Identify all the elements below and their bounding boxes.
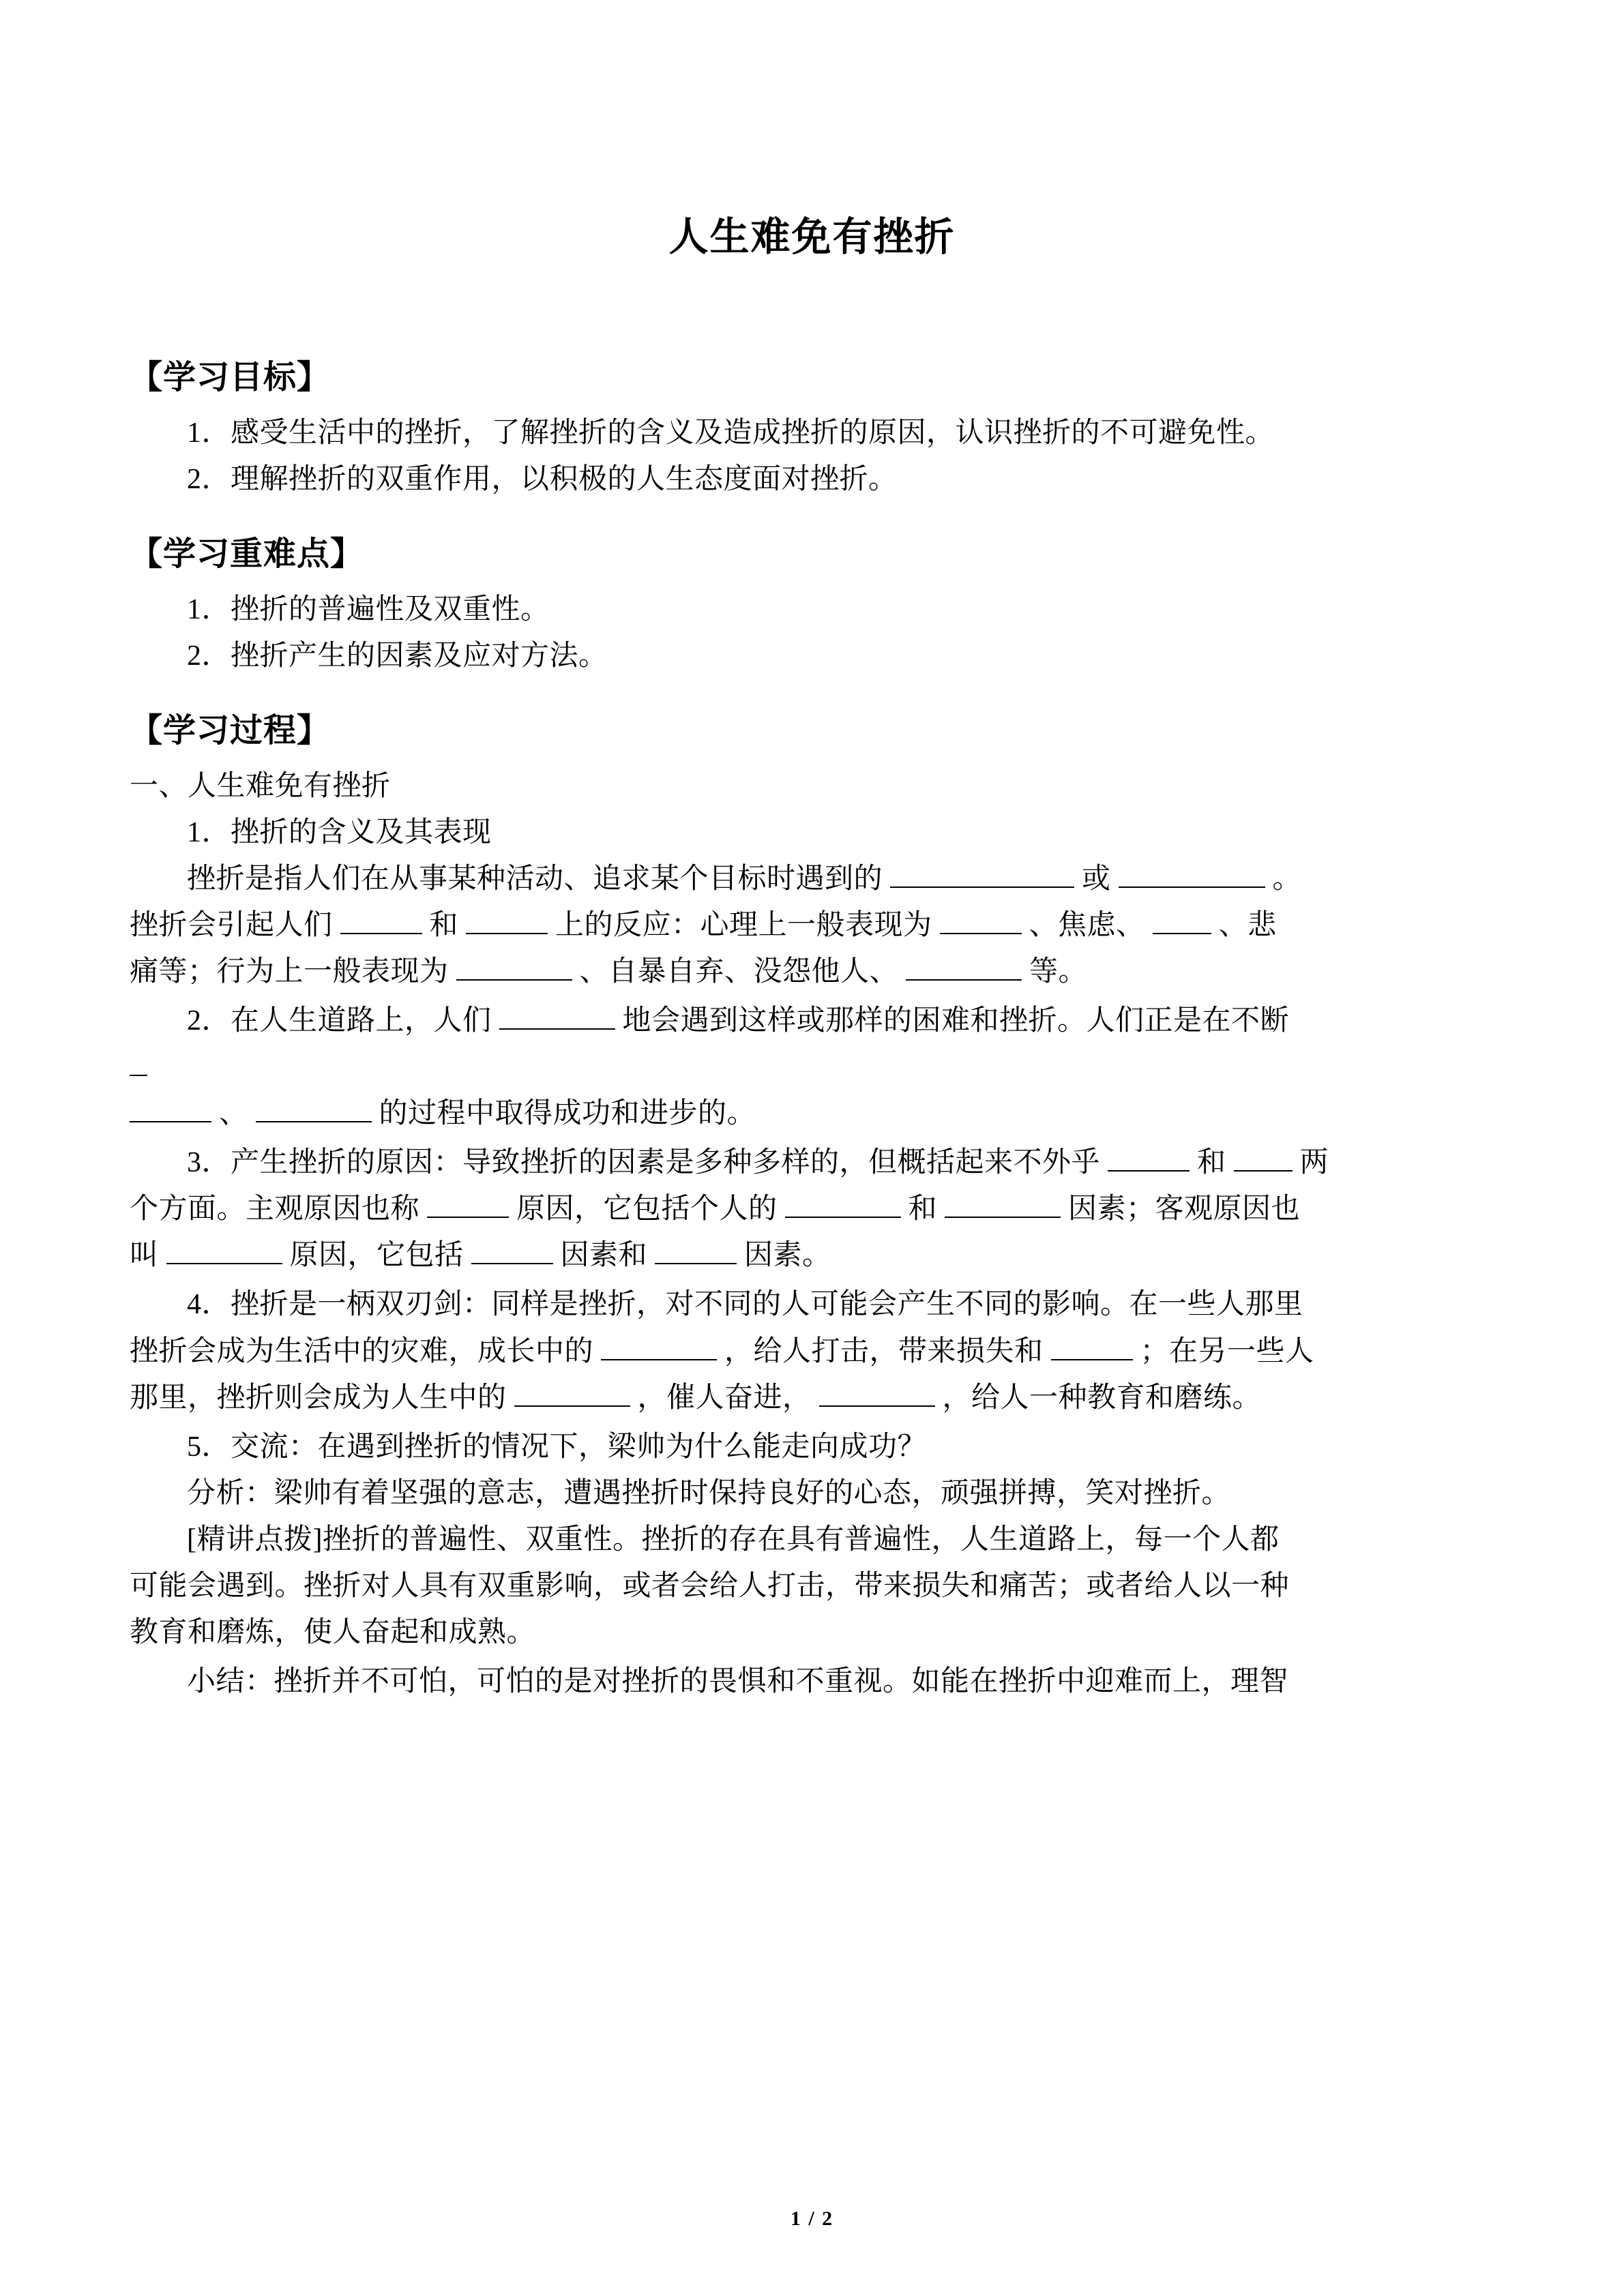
summary-line: 小结：挫折并不可怕，可怕的是对挫折的畏惧和不重视。如能在挫折中迎难而上，理智 xyxy=(187,1665,1289,1697)
fill-blank[interactable] xyxy=(906,979,1022,981)
text-run: 挫折会引起人们 xyxy=(130,910,333,942)
analysis-paragraph: 分析：梁帅有着坚强的意志，遭遇挫折时保持良好的心态，顽强拼搏，笑对挫折。 xyxy=(187,1477,1231,1509)
text-run: 和 xyxy=(429,910,459,942)
lecture-line: 教育和磨炼，使人奋起和成熟。 xyxy=(130,1616,536,1648)
fill-blank[interactable] xyxy=(1051,1359,1133,1360)
text-run: 因素；客观原因也 xyxy=(1068,1193,1301,1225)
text-run: 。 xyxy=(1272,863,1302,895)
fill-blank[interactable] xyxy=(166,1263,282,1264)
text-run: 原因，它包括 xyxy=(289,1240,464,1272)
text-run: 或 xyxy=(1082,863,1111,895)
text-run: 叫 xyxy=(130,1240,159,1272)
text-run: 因素。 xyxy=(744,1240,831,1272)
text-run: 地会遇到这样或那样的困难和挫折。人们正是在不断 xyxy=(622,1005,1290,1037)
page-footer: 1 / 2 xyxy=(790,2207,834,2230)
text-run: 、焦虑、 xyxy=(1029,910,1145,942)
text-run: 挫折是指人们在从事某种活动、追求某个目标时遇到的 xyxy=(187,863,883,895)
fill-blank[interactable] xyxy=(940,933,1022,934)
text-run: 的过程中取得成功和进步的。 xyxy=(379,1098,756,1130)
text-run: 、 xyxy=(219,1098,248,1130)
text-run: 和 xyxy=(908,1193,938,1225)
lecture-line: [精讲点拨]挫折的普遍性、双重性。挫折的存在具有普遍性，人生道路上，每一个人都 xyxy=(187,1523,1280,1555)
process-item-2-body xyxy=(130,998,1494,1137)
fill-blank[interactable] xyxy=(466,933,548,934)
lecture-line: 可能会遇到。挫折对人具有双重影响，或者会给人打击，带来损失和痛苦；或者给人以一种 xyxy=(130,1570,1290,1602)
fill-blank[interactable] xyxy=(1119,886,1265,888)
text-run: 因素和 xyxy=(560,1240,648,1272)
text-run: 那里，挫折则会成为人生中的 xyxy=(130,1382,507,1414)
fill-blank[interactable] xyxy=(1108,1170,1190,1172)
section-heading-process: 【学习过程】 xyxy=(130,713,331,749)
page-title: 人生难免有挫折 xyxy=(668,215,956,259)
fill-blank[interactable] xyxy=(427,1217,509,1218)
text-run: ；在另一些人 xyxy=(1140,1335,1314,1367)
goal-item: 2．理解挫折的双重作用，以积极的人生态度面对挫折。 xyxy=(187,464,898,496)
process-item-1-title: 1．挫折的含义及其表现 xyxy=(187,817,492,849)
process-part-one: 一、人生难免有挫折 xyxy=(130,771,391,803)
fill-blank[interactable] xyxy=(1234,1170,1293,1172)
fill-blank[interactable] xyxy=(256,1121,372,1122)
fill-blank[interactable] xyxy=(514,1405,630,1407)
text-run: 原因，它包括个人的 xyxy=(516,1193,778,1225)
fill-blank[interactable] xyxy=(471,1263,553,1264)
key-point-item: 1．挫折的普遍性及双重性。 xyxy=(187,594,550,626)
text-run: 等。 xyxy=(1029,956,1088,988)
text-run: 、悲 xyxy=(1218,910,1277,942)
fill-blank[interactable] xyxy=(601,1359,717,1360)
fill-blank[interactable] xyxy=(819,1405,935,1407)
stray-underline xyxy=(130,1075,147,1076)
text-run: ，给人打击，带来损失和 xyxy=(724,1335,1044,1367)
section-heading-key-points: 【学习重难点】 xyxy=(130,536,364,573)
fill-blank[interactable] xyxy=(499,1028,615,1030)
fill-blank[interactable] xyxy=(130,1121,211,1122)
goal-item: 1．感受生活中的挫折，了解挫折的含义及造成挫折的原因，认识挫折的不可避免性。 xyxy=(187,417,1275,449)
text-run: 3．产生挫折的原因：导致挫折的因素是多种多样的，但概括起来不外乎 xyxy=(187,1147,1101,1179)
text-run: 、自暴自弃、没怨他人、 xyxy=(579,956,899,988)
text-run: 两 xyxy=(1299,1147,1329,1179)
fill-blank[interactable] xyxy=(340,933,422,934)
fill-blank[interactable] xyxy=(890,886,1074,888)
process-item-5-title: 5．交流：在遇到挫折的情况下，梁帅为什么能走向成功？ xyxy=(187,1431,927,1463)
process-item-1-body xyxy=(130,856,1494,995)
fill-blank[interactable] xyxy=(785,1217,901,1218)
text-run: 个方面。主观原因也称 xyxy=(130,1193,420,1225)
text-run: 4．挫折是一柄双刃剑：同样是挫折，对不同的人可能会产生不同的影响。在一些人那里 xyxy=(187,1289,1303,1321)
text-run: ，催人奋进， xyxy=(637,1382,812,1414)
key-point-item: 2．挫折产生的因素及应对方法。 xyxy=(187,640,608,672)
text-run: 和 xyxy=(1197,1147,1226,1179)
fill-blank[interactable] xyxy=(1153,933,1211,934)
process-item-4-body xyxy=(130,1281,1494,1420)
process-item-3-body xyxy=(130,1139,1494,1279)
text-run: ，给人一种教育和磨练。 xyxy=(942,1382,1262,1414)
fill-blank[interactable] xyxy=(456,979,572,981)
fill-blank[interactable] xyxy=(655,1263,737,1264)
section-heading-goals: 【学习目标】 xyxy=(130,359,331,396)
fill-blank[interactable] xyxy=(945,1217,1061,1218)
lecture-paragraph xyxy=(130,1517,1494,1656)
text-run: 2．在人生道路上，人们 xyxy=(187,1005,492,1037)
text-run: 痛等；行为上一般表现为 xyxy=(130,956,449,988)
text-run: 上的反应：心理上一般表现为 xyxy=(555,910,932,942)
text-run: 挫折会成为生活中的灾难，成长中的 xyxy=(130,1335,594,1367)
